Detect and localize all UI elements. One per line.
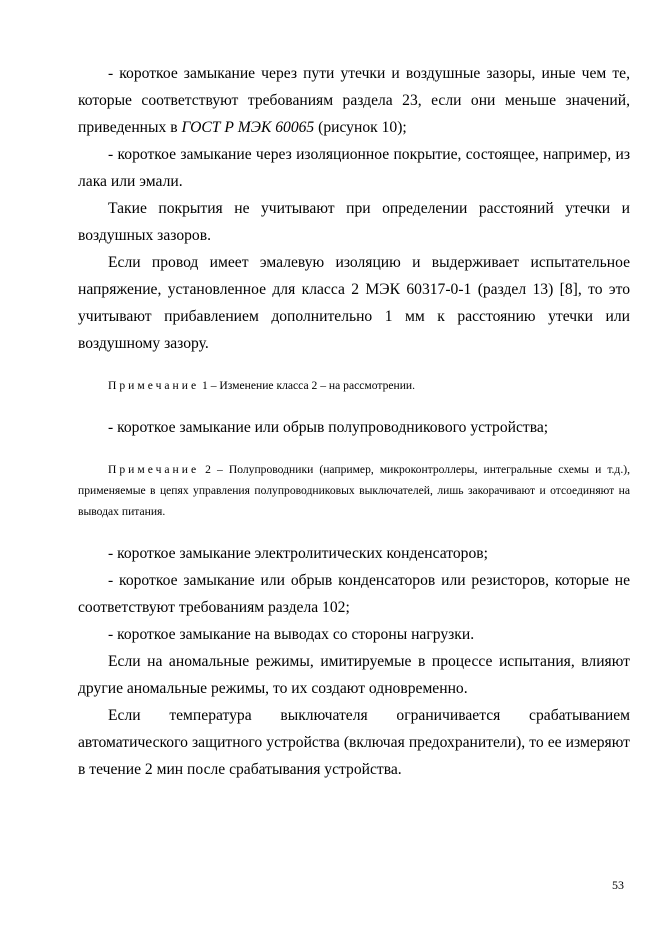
paragraph-electrolytic-capacitors: - короткое замыкание электролитических конденсаторов; [108, 545, 488, 562]
paragraph-insulating-coating: - короткое замыкание через изоляционное покрытие, состоящее, например, из лака или эмали. [78, 146, 630, 190]
standard-reference: ГОСТ Р МЭК 60065 [181, 119, 315, 136]
paragraph-short-circuit-creepage [78, 60, 630, 141]
paragraph-semiconductor-fault: - короткое замыкание или обрыв полупроводникового устройства; [108, 419, 549, 436]
paragraph-simultaneous-faults: Если на аномальные режимы, имитируемые в процессе испытания, влияют другие аномальные режимы, то их создают одновременно. [78, 653, 630, 697]
note-2 [78, 459, 630, 522]
note-1 [78, 375, 630, 396]
paragraph-text: - короткое замыкание через пути утечки и воздушные зазоры, иные чем те, которые соответствуют требованиям раздела 23, если они меньше значений, приведенных в [78, 65, 630, 136]
paragraph-coatings-not-counted: Такие покрытия не учитывают при определении расстояний утечки и воздушных зазоров. [78, 200, 630, 244]
paragraph-temperature-measurement: Если температура выключателя ограничивается срабатыванием автоматического защитного устройства (включая предохранители), то ее измеряют в течение 2 мин после срабатывания устройства. [78, 707, 630, 778]
paragraph-load-terminals: - короткое замыкание на выводах со стороны нагрузки. [108, 626, 475, 643]
note-text: 2 – Полупроводники (например, микроконтроллеры, интегральные схемы и т.д.), применяемые в цепях управления полупроводниковых выключателей, лишь закорачивают и отсоединяют на выводах питания. [78, 463, 630, 518]
note-text: 1 – Изменение класса 2 – на рассмотрении. [199, 379, 416, 392]
document-page [78, 60, 630, 783]
note-label: Примечание [108, 463, 200, 476]
note-label: Примечание [108, 379, 200, 392]
page-number: 53 [612, 878, 624, 892]
paragraph-enamel-wire: Если провод имеет эмалевую изоляцию и выдерживает испытательное напряжение, установленное для класса 2 МЭК 60317-0-1 (раздел 13) [8], то это учитывают прибавлением дополнительно 1 мм к расстоянию утечки или воздушному зазору. [78, 254, 630, 352]
paragraph-capacitors-resistors: - короткое замыкание или обрыв конденсаторов или резисторов, которые не соответствуют требованиям раздела 102; [78, 572, 630, 616]
paragraph-text-tail: (рисунок 10); [314, 119, 407, 136]
